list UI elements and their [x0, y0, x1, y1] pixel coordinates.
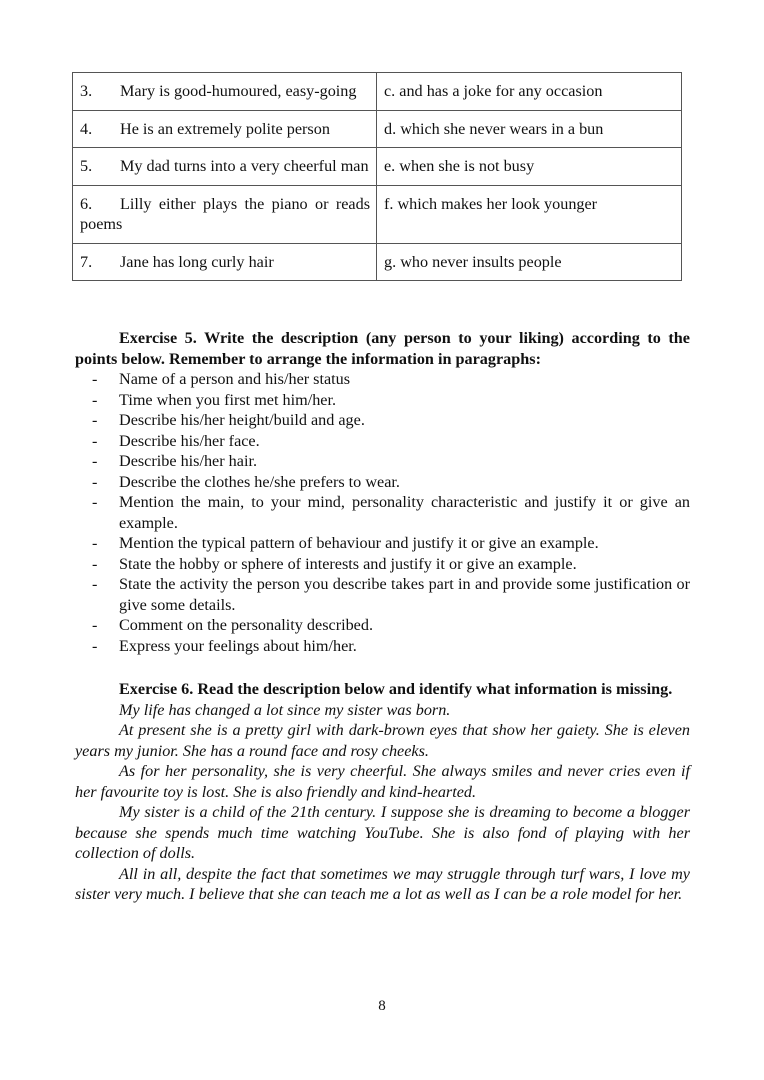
paragraph: My life has changed a lot since my sister was born. [119, 700, 451, 719]
list-item [75, 533, 690, 554]
item-text: Describe his/her height/build and age. [119, 411, 365, 429]
list-item [75, 615, 690, 636]
item-text: Mention the main, to your mind, personality characteristic and justify it or give an example. [119, 493, 690, 532]
right-cell: d. which she never wears in a bun [377, 110, 682, 148]
paragraph: All in all, despite the fact that sometimes we may struggle through turf wars, I love my sister very much. I believe that she can teach me a lot as well as I can be a role model for her. [75, 864, 690, 903]
row-number: 6. [80, 194, 93, 213]
item-text: Mention the typical pattern of behaviour and justify it or give an example. [119, 534, 599, 552]
bullet-dash: - [92, 575, 98, 593]
list-item [75, 451, 690, 472]
row-number: 7. [80, 252, 93, 271]
exercise-5-heading: Exercise 5. Write the description (any person to your liking) according to the points below. Remember to arrange the information in paragraphs: [75, 329, 690, 368]
list-item [75, 554, 690, 575]
left-text: My dad turns into a very cheerful man [120, 157, 369, 175]
bullet-dash: - [92, 411, 98, 429]
item-text: Describe his/her hair. [119, 452, 257, 470]
right-cell: e. when she is not busy [377, 148, 682, 186]
left-text: Lilly either plays the piano or reads poems [80, 194, 370, 233]
list-item [75, 410, 690, 431]
list-item [75, 472, 690, 493]
bullet-dash: - [92, 370, 98, 388]
table-row [73, 243, 682, 281]
list-item [75, 492, 690, 533]
row-number: 3. [80, 82, 93, 100]
left-cell [73, 243, 377, 281]
left-text: He is an extremely polite person [120, 119, 330, 138]
exercise-6-heading: Exercise 6. Read the description below and identify what information is missing. [119, 680, 673, 698]
right-cell: g. who never insults people [377, 243, 682, 281]
item-text: Comment on the personality described. [119, 616, 373, 634]
list-item [75, 574, 690, 615]
page-number: 8 [378, 998, 386, 1014]
row-number: 5. [80, 157, 93, 175]
table-row [73, 148, 682, 186]
bullet-dash: - [92, 616, 98, 634]
list-item [75, 390, 690, 411]
item-text: Time when you first met him/her. [119, 390, 337, 409]
bullet-dash: - [92, 493, 98, 511]
item-text: Express your feelings about him/her. [119, 636, 357, 655]
bullet-dash: - [92, 452, 98, 470]
bullet-dash: - [92, 554, 98, 573]
bullet-dash: - [92, 431, 98, 450]
exercise-5 [75, 328, 690, 656]
paragraph: As for her personality, she is very cheerful. She always smiles and never cries even if her favourite toy is lost. She is also friendly and kind-hearted. [75, 762, 690, 801]
exercise-6 [75, 679, 690, 905]
paragraph: My sister is a child of the 21th century. I suppose she is dreaming to become a blogger because she spends much time watching YouTube. She is also fond of playing with her collection of dolls. [75, 803, 690, 862]
table-row [73, 73, 682, 111]
exercise-6-text [75, 700, 690, 905]
exercise-5-list [75, 369, 690, 656]
table-row [73, 185, 682, 243]
left-cell [73, 185, 377, 243]
item-text: Describe his/her face. [119, 431, 260, 450]
bullet-dash: - [92, 472, 98, 491]
paragraph: At present she is a pretty girl with dark-brown eyes that show her gaiety. She is eleven years my junior. She has a round face and rosy cheeks. [75, 721, 690, 760]
right-cell: c. and has a joke for any occasion [377, 73, 682, 111]
matching-table [72, 72, 682, 281]
left-cell [73, 73, 377, 111]
list-item [75, 369, 690, 390]
item-text: State the hobby or sphere of interests and justify it or give an example. [119, 554, 577, 573]
bullet-dash: - [92, 534, 98, 552]
item-text: Describe the clothes he/she prefers to wear. [119, 472, 400, 491]
table-row [73, 110, 682, 148]
bullet-dash: - [92, 390, 98, 409]
list-item [75, 431, 690, 452]
left-text: Mary is good-humoured, easy-going [120, 82, 357, 100]
item-text: Name of a person and his/her status [119, 370, 351, 388]
right-cell: f. which makes her look younger [377, 185, 682, 243]
left-text: Jane has long curly hair [120, 252, 274, 271]
left-cell [73, 148, 377, 186]
list-item [75, 636, 690, 657]
row-number: 4. [80, 119, 93, 138]
left-cell [73, 110, 377, 148]
bullet-dash: - [92, 636, 98, 655]
item-text: State the activity the person you describe takes part in and provide some justification or give some details. [119, 575, 690, 614]
